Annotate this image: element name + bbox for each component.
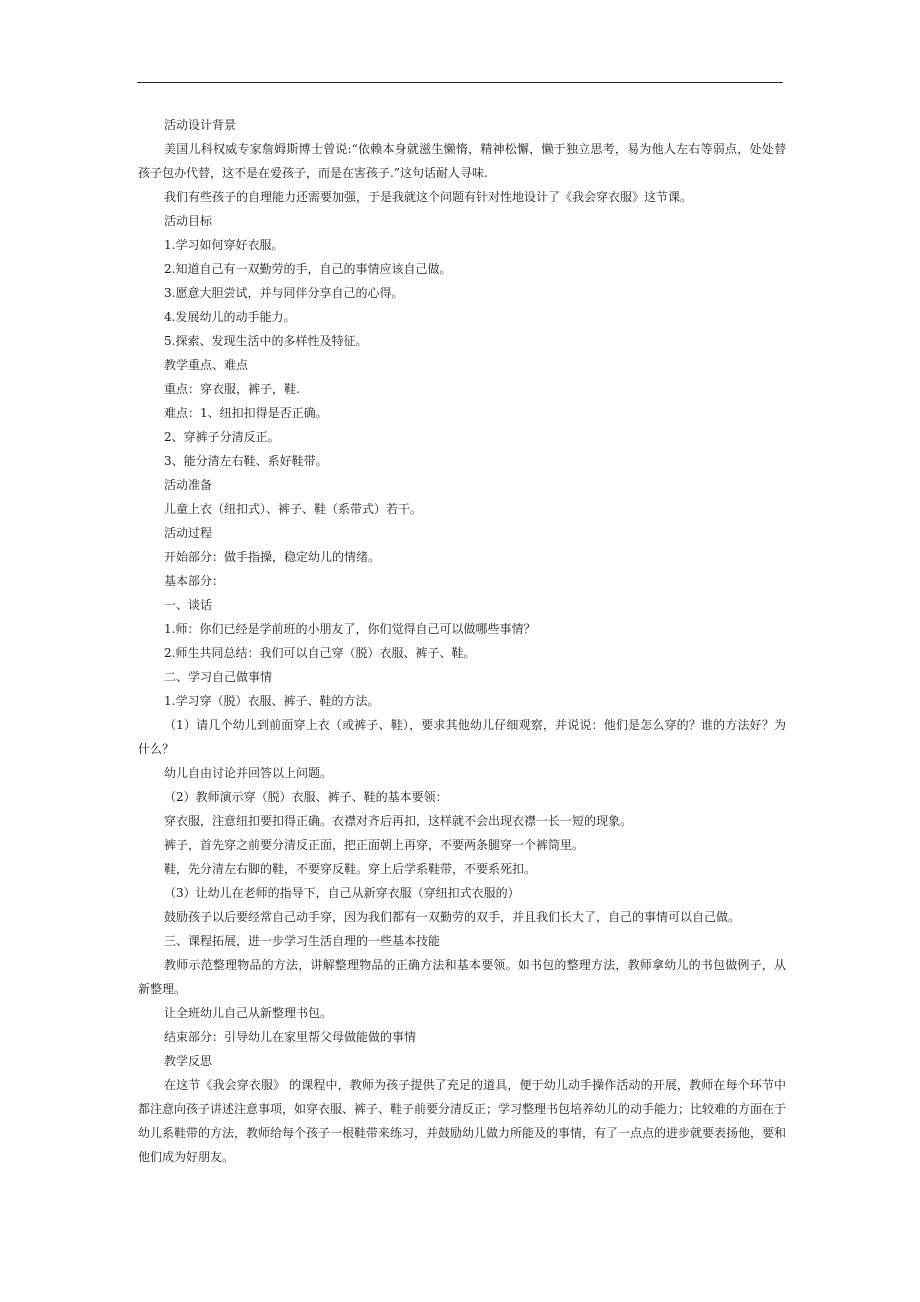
process-line: 穿衣服，注意纽扣要扣得正确。衣襟对齐后再扣，这样就不会出现衣襟一长一短的现象。 <box>164 814 633 828</box>
preparation-text: 儿童上衣（纽扣式）、裤子、鞋（系带式）若干。 <box>164 502 423 516</box>
paragraph-quote: 美国儿科权威专家詹姆斯博士曾说:“依赖本身就滋生懒惰，精神松懈，懒于独立思考，易为他人左右等弱点，处处替孩子包办代替，这不是在爱孩子，而是在害孩子.”这句话耐人寻味. <box>138 142 786 180</box>
heading-process: 活动过程 <box>164 526 213 540</box>
heading-preparation: 活动准备 <box>164 478 213 492</box>
process-line: 2.师生共同总结：我们可以自己穿（脱）衣服、裤子、鞋。 <box>164 646 476 660</box>
heading-reflection: 教学反思 <box>164 1054 213 1068</box>
document-body <box>138 113 786 1169</box>
process-paragraph: （1）请几个幼儿到前面穿上衣（或裤子、鞋），要求其他幼儿仔细观察，并说说：他们是怎么穿的？谁的方法好？为什么？ <box>138 718 786 756</box>
heading-background: 活动设计背景 <box>164 118 237 132</box>
heading-goals: 活动目标 <box>164 214 213 228</box>
difficulty-item: 难点：1、纽扣扣得是否正确。 <box>164 406 328 420</box>
process-line: 让全班幼儿自己从新整理书包。 <box>164 1006 333 1020</box>
process-line: 基本部分： <box>164 574 225 588</box>
key-point: 重点：穿衣服，裤子，鞋. <box>164 382 300 396</box>
process-line: 开始部分：做手指操，稳定幼儿的情绪。 <box>164 550 381 564</box>
section-heading: 一、谈话 <box>164 598 213 612</box>
reflection-paragraph: 在这节《我会穿衣服》 的课程中，教师为孩子提供了充足的道具，便于幼儿动手操作活动的开展，教师在每个环节中都注意向孩子讲述注意事项，如穿衣服、裤子、鞋子前要分清反正；学习整理书包培养幼儿的动手能力；比较难的方面在于幼儿系鞋带的方法，教师给每个孩子一根鞋带来练习，并鼓励幼儿做力所能及的事情，有了一点点的进步就要表扬他，要和他们成为好朋友。 <box>138 1078 787 1164</box>
paragraph-intro: 我们有些孩子的自理能力还需要加强，于是我就这个问题有针对性地设计了《我会穿衣服》这节课。 <box>164 190 693 204</box>
goal-item: 3.愿意大胆尝试，并与同伴分享自己的心得。 <box>164 286 404 300</box>
process-line: （3）让幼儿在老师的指导下，自己从新穿衣服（穿纽扣式衣服的） <box>164 886 520 900</box>
goal-item: 5.探索、发现生活中的多样性及特征。 <box>164 334 368 348</box>
process-line: 1.学习穿（脱）衣服、裤子、鞋的方法。 <box>164 694 380 708</box>
process-line: 鼓励孩子以后要经常自己动手穿，因为我们都有一双勤劳的双手，并且我们长大了，自己的事情可以自己做。 <box>164 910 741 924</box>
process-line: 鞋，先分清左右脚的鞋，不要穿反鞋。穿上后学系鞋带，不要系死扣。 <box>164 862 537 876</box>
difficulty-item: 2、穿裤子分清反正。 <box>164 430 280 444</box>
heading-key-points: 教学重点、难点 <box>164 358 249 372</box>
section-heading: 三、课程拓展，进一步学习生活自理的一些基本技能 <box>164 934 441 948</box>
process-line: 结束部分：引导幼儿在家里帮父母做能做的事情 <box>164 1030 417 1044</box>
goal-item: 2.知道自己有一双勤劳的手，自己的事情应该自己做。 <box>164 262 452 276</box>
goal-item: 4.发展幼儿的动手能力。 <box>164 310 296 324</box>
process-paragraph: 教师示范整理物品的方法，讲解整理物品的正确方法和基本要领。如书包的整理方法，教师拿幼儿的书包做例子，从新整理。 <box>138 958 786 996</box>
section-heading: 二、学习自己做事情 <box>164 670 273 684</box>
process-line: 1.师：你们已经是学前班的小朋友了，你们觉得自己可以做哪些事情？ <box>164 622 536 636</box>
process-line: 裤子，首先穿之前要分清反正面，把正面朝上再穿，不要两条腿穿一个裤筒里。 <box>164 838 585 852</box>
process-line: 幼儿自由讨论并回答以上问题。 <box>164 766 333 780</box>
difficulty-item: 3、能分清左右鞋、系好鞋带。 <box>164 454 328 468</box>
process-line: （2）教师演示穿（脱）衣服、裤子、鞋的基本要领： <box>164 790 448 804</box>
goal-item: 1.学习如何穿好衣服。 <box>164 238 284 252</box>
header-rule <box>137 82 783 83</box>
